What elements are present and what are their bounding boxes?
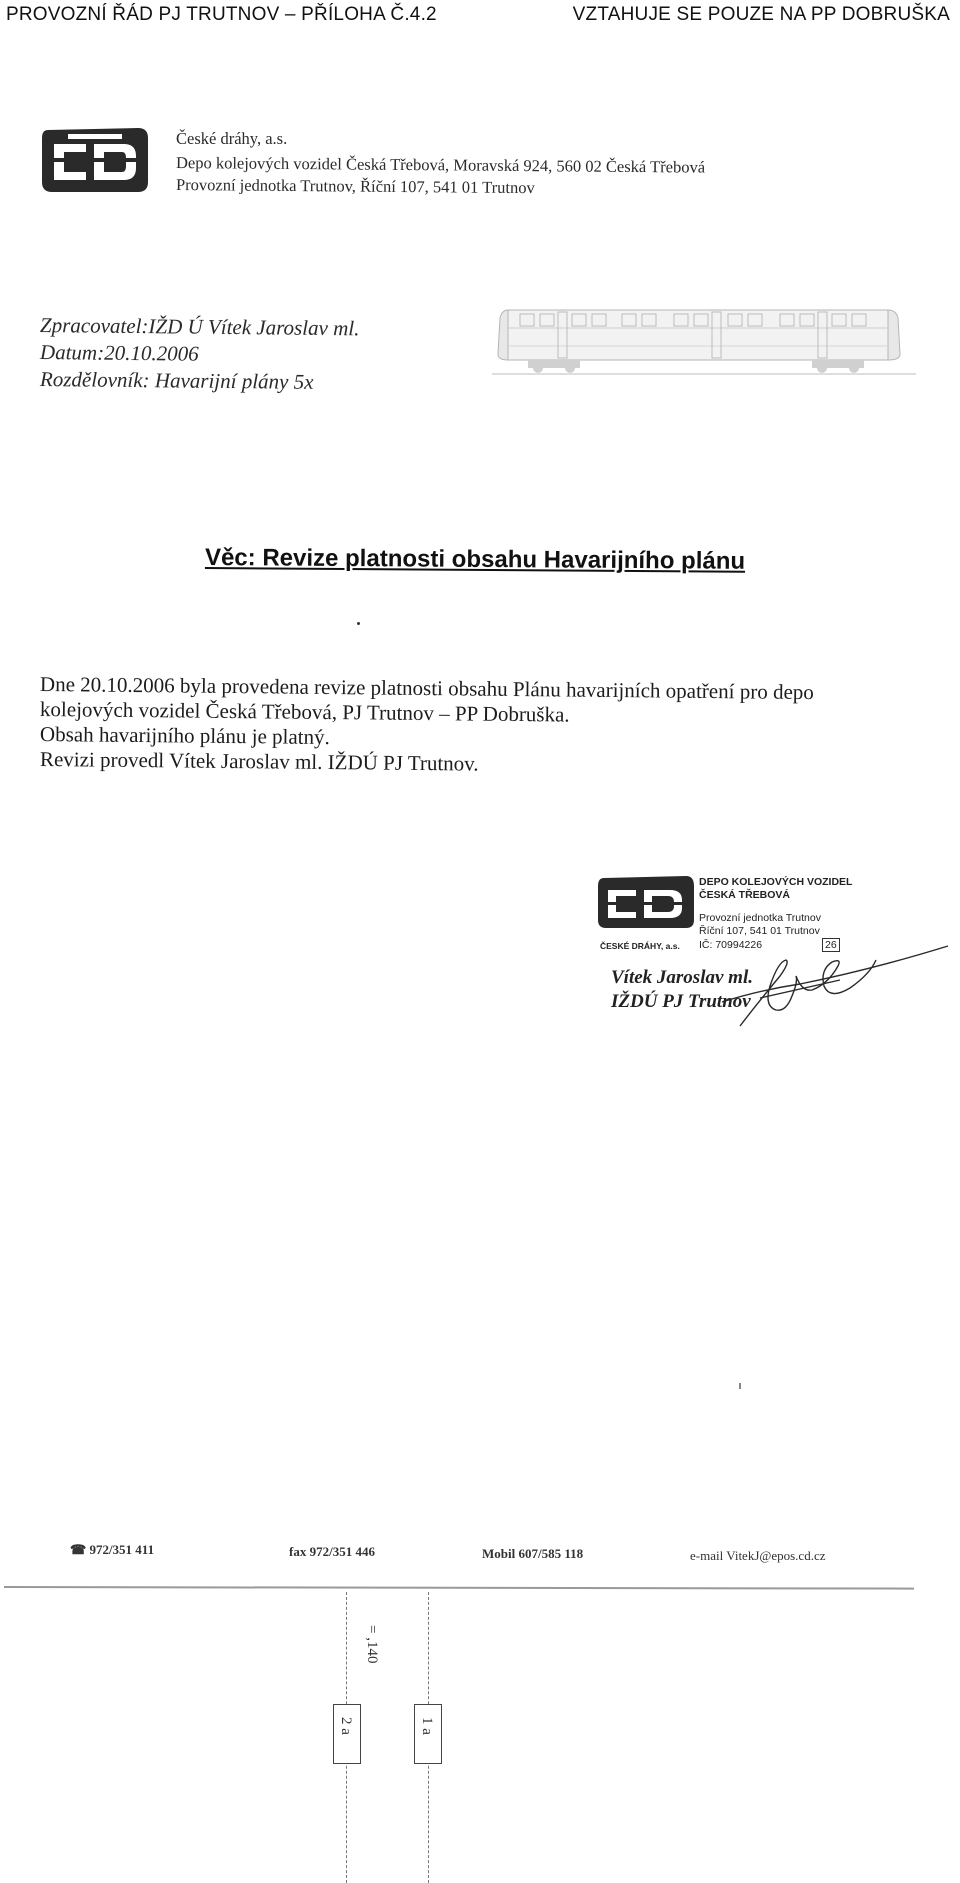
stamp-line-1: DEPO KOLEJOVÝCH VOZIDEL (699, 876, 853, 888)
footer-email: e-mail VitekJ@epos.cd.cz (690, 1548, 826, 1563)
drawing-box-1a (414, 1704, 442, 1764)
distribution-line: Rozdělovník: Havarijní plány 5x (39, 367, 314, 394)
subject-line: Věc: Revize platnosti obsahu Havarijního plánu (204, 544, 746, 575)
cd-logo-icon (38, 120, 153, 198)
document-header-left: PROVOZNÍ ŘÁD PJ TRUTNOV – PŘÍLOHA Č.4.2 (6, 4, 437, 25)
footer-mobile: Mobil 607/585 118 (482, 1546, 584, 1561)
stamp-line-3: Provozní jednotka Trutnov (699, 912, 821, 924)
footer-fax: fax 972/351 446 (289, 1544, 375, 1559)
scan-speck (739, 1383, 741, 1389)
drawing-label-1a: 1 a (419, 1717, 435, 1735)
stamp-number: 26 (822, 938, 840, 952)
footer-phone: ☎ 972/351 411 (70, 1542, 155, 1557)
train-illustration (492, 296, 916, 378)
signer-name: Vítek Jaroslav ml. (611, 967, 753, 988)
body-line-1: Dne 20.10.2006 byla provedena revize platnosti obsahu Plánu havarijních opatření pro depo (39, 672, 814, 705)
drawing-box-2a (333, 1704, 361, 1764)
stamp-cd-logo-icon (596, 872, 696, 932)
company-name: České dráhy, a.s. (176, 129, 288, 148)
signer-title: IŽDÚ PJ Trutnov (611, 991, 751, 1012)
scan-bottom-edge (4, 1586, 914, 1590)
stamp-ic: IČ: 70994226 (699, 939, 763, 951)
body-line-3: Obsah havarijního plánu je platný. (39, 722, 330, 750)
stamp-line-4: Říční 107, 541 01 Trutnov (699, 925, 820, 937)
unit-address: Provozní jednotka Trutnov, Říční 107, 541 01 Trutnov (175, 175, 535, 198)
body-line-4: Revizi provedl Vítek Jaroslav ml. IŽDÚ PJ Trutnov. (39, 747, 479, 776)
handwritten-signature (720, 940, 950, 1030)
drawing-label-2a: 2 a (338, 1717, 354, 1735)
date-line: Datum:20.10.2006 (39, 340, 199, 366)
body-line-2: kolejových vozidel Česká Třebová, PJ Trutnov – PP Dobruška. (39, 697, 570, 727)
author-line: Zpracovatel:IŽD Ú Vítek Jaroslav ml. (39, 313, 360, 341)
scan-speck (357, 622, 360, 625)
stamp-company: ČESKÉ DRÁHY, a.s. (600, 941, 680, 951)
depot-address: Depo kolejových vozidel Česká Třebová, Moravská 924, 560 02 Česká Třebová (175, 153, 706, 177)
stamp-line-2: ČESKÁ TŘEBOVÁ (699, 889, 791, 901)
document-header-right: VZTAHUJE SE POUZE NA PP DOBRUŠKA (572, 4, 950, 25)
drawing-measure: = ,140 (364, 1625, 380, 1664)
